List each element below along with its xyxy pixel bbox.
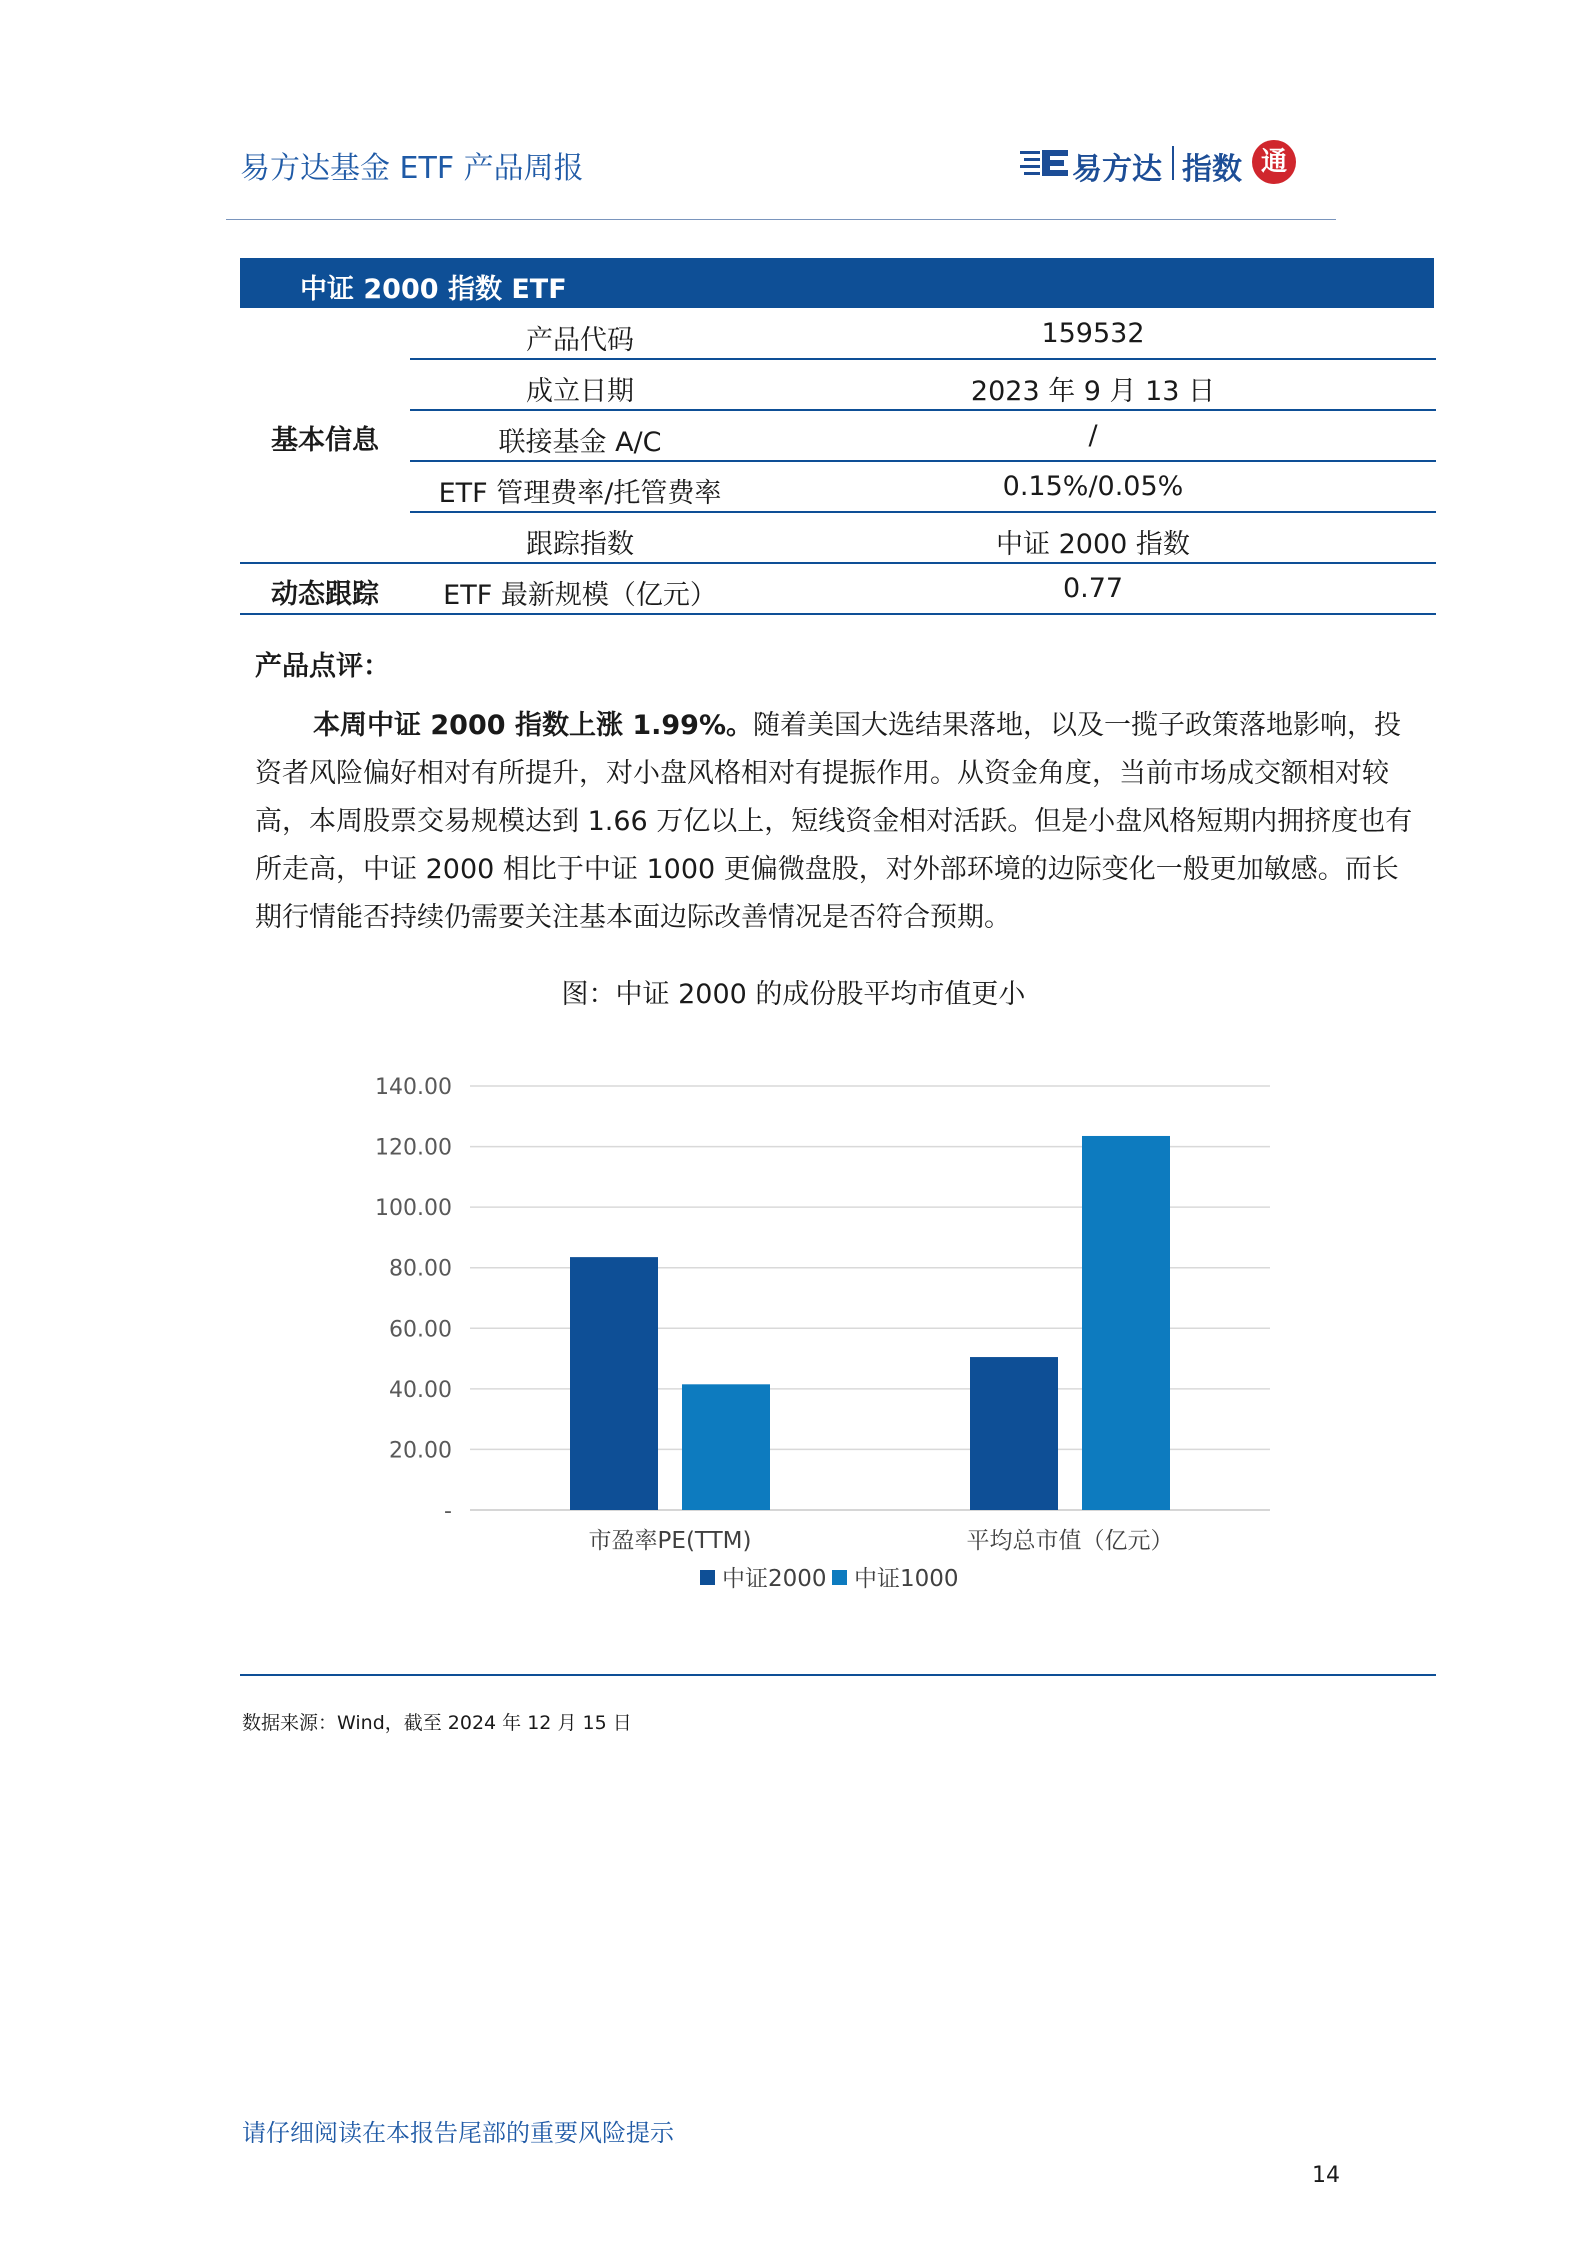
row-value: 2023 年 9 月 13 日 <box>970 376 1216 407</box>
y-tick-label: - <box>444 1499 452 1524</box>
logo-separator <box>1172 146 1174 180</box>
comment-body: 随着美国大选结果落地，以及一揽子政策落地影响，投资者风险偏好相对有所提升，对小盘风格相对有提振作用。从资金角度，当前市场成交额相对较高，本周股票交易规模达到 1.66 万亿以上，短线资金相对活跃。但是小盘风格短期内拥挤度也有所走高，中证 2000 相比于中证 1000 更偏微盘股，对外部环境的边际变化一般更加敏感。而长期行情能否持续仍需要关注基本面边际改善情况是否符合预期。 <box>255 710 1413 933</box>
row-divider <box>410 358 1436 360</box>
legend-label: 中证2000 <box>722 1566 827 1592</box>
row-label: 成立日期 <box>526 376 634 407</box>
legend-label: 中证1000 <box>854 1566 959 1592</box>
row-value: / <box>1088 420 1098 451</box>
y-tick-label: 20.00 <box>389 1438 452 1464</box>
x-category-label: 平均总市值（亿元） <box>966 1528 1174 1554</box>
y-tick-label: 120.00 <box>375 1135 452 1161</box>
row-label: 产品代码 <box>526 325 634 356</box>
table-header <box>240 258 1434 308</box>
legend-swatch <box>832 1570 847 1585</box>
info-table <box>240 308 1436 618</box>
brand-mark-icon <box>1020 148 1070 178</box>
section-dynamic-tracking: 动态跟踪 <box>271 579 379 610</box>
y-tick-label: 100.00 <box>375 1196 452 1222</box>
bar <box>570 1257 658 1510</box>
bar <box>970 1357 1058 1510</box>
y-tick-label: 40.00 <box>389 1377 452 1403</box>
row-value: 0.77 <box>1062 573 1124 604</box>
row-label: 联接基金 A/C <box>498 427 662 458</box>
section-basic-info: 基本信息 <box>271 425 379 456</box>
header-divider <box>226 219 1336 220</box>
row-divider <box>240 613 1436 615</box>
row-label: ETF 管理费率/托管费率 <box>438 478 722 509</box>
row-divider <box>410 460 1436 462</box>
bar <box>682 1384 770 1510</box>
bar <box>1082 1136 1170 1510</box>
brand-logo <box>1020 140 1290 190</box>
row-label: ETF 最新规模（亿元） <box>443 580 717 611</box>
row-value: 159532 <box>1041 318 1145 349</box>
row-divider <box>410 511 1436 513</box>
risk-warning: 请仔细阅读在本报告尾部的重要风险提示 <box>242 2119 674 2147</box>
row-divider <box>410 409 1436 411</box>
row-divider <box>240 562 1436 564</box>
comment-paragraph <box>255 702 1425 942</box>
comment-label: 产品点评： <box>255 651 390 682</box>
row-value: 中证 2000 指数 <box>996 529 1190 560</box>
row-value: 0.15%/0.05% <box>1002 471 1184 502</box>
legend-swatch <box>700 1570 715 1585</box>
brand-name: 易方达 <box>1072 152 1162 187</box>
brand-subname: 指数 <box>1182 152 1242 187</box>
bar-chart <box>370 1060 1290 1610</box>
x-category-label: 市盈率PE(TTM) <box>588 1528 752 1554</box>
y-tick-label: 140.00 <box>375 1075 452 1100</box>
row-label: 跟踪指数 <box>526 529 634 560</box>
y-tick-label: 60.00 <box>389 1317 452 1343</box>
report-title: 易方达基金 ETF 产品周报 <box>240 151 584 186</box>
figure-caption: 图：中证 2000 的成份股平均市值更小 <box>561 979 1026 1010</box>
page-number: 14 <box>1312 2163 1340 2188</box>
y-tick-label: 80.00 <box>389 1256 452 1282</box>
brand-seal: 通 <box>1252 140 1296 184</box>
source-divider <box>240 1674 1436 1676</box>
comment-lead: 本周中证 2000 指数上涨 1.99%。 <box>313 710 754 741</box>
table-title: 中证 2000 指数 ETF <box>300 274 567 305</box>
data-source: 数据来源：Wind，截至 2024 年 12 月 15 日 <box>242 1712 632 1734</box>
